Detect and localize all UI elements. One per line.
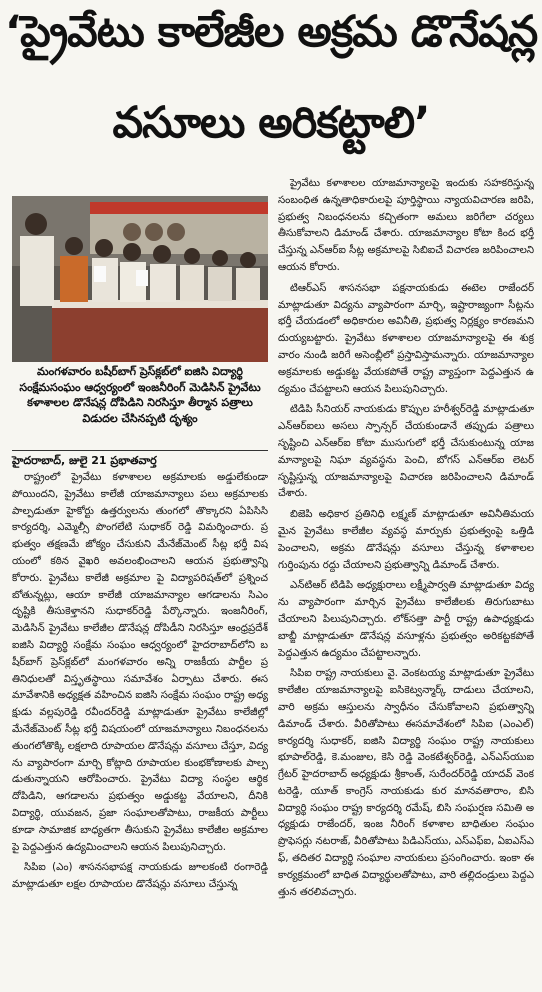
paragraph: ప్రైవేటు కళాశాలల యాజమాన్యాలపై ఇందుకు సహకరిస్తున్న సంబంధిత ఉన్నతాధికారులపై పూర్తిస్థాయి న్యాయవిచారణ జరిపి, ప్రభుత్వ నిబంధనలను కచ్చితంగా అమలు జరిగేలా చర్యలు తీసుకోవాలని డిమాండ్ చేశారు. యాజమాన్యాల కోటా కింద భర్తీ చేస్తున్న ఎన్ఆర్ఐ సీట్ల అక్రమాలపై సిబిఐచే విచారణ జరిపించాలని ఆయన కోరారు.: [278, 178, 534, 273]
paragraph: సిపిఐ రాష్ట్ర నాయకులు వై. వెంకటయ్య మాట్లాడుతూ ప్రైవేటు కాలేజీల యాజమాన్యాలపై ఐసికెట్వన్మార్క్ దాడులు చేయాలని, వారి అక్రమ ఆస్తులను స్వాధీనం చేసుకోవాలని ప్రభుత్వాన్ని డిమాండ్ చేశారు. వీరితోపాటు ఈసమావేశంలో సిపిఐ (ఎంఎల్) కార్యదర్శి సుధాకర్, ఐజిసి విద్యార్థి సంఘం రాష్ట్ర నాయకులు భూపాల్‌రెడ్డి, కె.మంజుల, కెసి రెడ్డి వెంకటేశ్వర్‌రెడ్డి, ఎన్ఎస్‌యుఐ గ్రేటర్ హైదరాబాద్ అధ్యక్షుడు శ్రీకాంత్, సురేందర్‌రెడ్డి యాదవ్ వెంకటరెడ్డి, యూత్ కాంగ్రెస్ నాయకుడు కుర మానవతారాం, బిసి విద్యార్థి సంఘం రాష్ట్ర కార్యదర్శి రమేష్, బిసి సంఘర్షణ సమితి అధ్యక్షుడు రాజేందర్, ఇంజ నీరింగ్ కళాశాల బాధితుల సంఘం ప్రొఫెసర్లు నటరాజ్, వీరితోపాటు పిడిఎస్‌యు, ఎస్ఎఫ్ఐ, ఏఐఎస్ఎఫ్, తదితర విద్యార్థి సంఘాల నాయకులు ప్రసంగించారు. ఇంకా ఈకార్యక్రమంలో బాధిత విద్యార్థులతోపాటు, వారి తల్లిదండ్రులు పెద్దఎత్తున తరలివచ్చారు.: [278, 668, 534, 898]
paragraph: బిజెపి అధికార ప్రతినిధి లక్ష్మణ్ మాట్లాడుతూ అవినీతిమయమైన ప్రైవేటు కాలేజీల వ్యవస్థ మార్పుకు ప్రభుత్వంపై ఒత్తిడి పెంచాలని, అక్రమ డొనేషన్లు వసూలు చేస్తున్న కళాశాలల గుర్తింపును రద్దు చేయాలని ప్రభుత్వాన్ని డిమాండ్ చేశారు.: [278, 509, 534, 571]
headline-line-1: ‘ప్రైవేటు కాలేజీల అక్రమ డొనేషన్ల: [4, 7, 538, 57]
photo-caption: మంగళవారం బషీర్‌బాగ్ ప్రెస్‌క్లబ్‌లో ఐజిసి విద్యార్థి సంక్షేమసంఘం ఆధ్వర్యంలో ఇంజనీరింగ్ మెడిసిన్ ప్రైవేటు కళాశాలల డొనేషన్ల దోపిడిని నిరసిస్తూ తీర్మాన పత్రాలు విడుదల చేసినప్పటి దృశ్యం: [19, 365, 261, 425]
paragraph: సిపిఐ (ఎం) శాసనసభాపక్ష నాయకుడు జూలకంటి రంగారెడ్డి మాట్లాడుతూ లక్షల రూపాయల డొనేషన్లు వసూలు చేస్తున్న: [12, 862, 268, 891]
press-meet-photo: [12, 196, 268, 362]
dateline: హైదరాబాద్, జులై 21 ప్రభాతవార్త: [12, 450, 268, 469]
article-column-right: [278, 176, 534, 990]
paragraph: రాష్ట్రంలో ప్రైవేటు కళాశాలల అక్రమాలకు అడ్డులేకుండా పోయిందని, ప్రైవేటు కాలేజీ యాజమాన్యాలు పలు అక్రమాలకు పాల్పడుతూ హైకోర్టు ఉత్తర్వులను తుంగలో తొక్కారని ఏపిసిసి కార్యదర్శి, ఎమ్మెల్సీ పొంగలేటి సుధాకర్ రెడ్డి విమర్శించారు. ప్రభుత్వం తక్షణమే జోక్యం చేసుకుని మేనేజ్‌మెంట్ సీట్ల భర్తీ విషయంలో కఠిన వైఖరి అవలంభించాలని ఆయన ప్రభుత్వాన్ని కోరారు. ప్రైవేటు కాలేజీ అక్రమాల పై విద్యాపరిషత్‌లో ప్రశ్నించబోతున్నట్లు, ఆయా కాలేజీ యాజమాన్యాల ఆగడాలను సిఎం దృష్టికి తీసుకెళ్తానని సుధాకర్‌రెడ్డి పేర్కొన్నారు. ఇంజనీరింగ్, మెడిసిన్ ప్రైవేటు కాలేజీల డొనేషన్ల దోపిడీని నిరసిస్తూ ఆంధ్రప్రదేశ్ ఐజిసి విద్యార్థి సంక్షేమ సంఘం ఆధ్వర్యంలో హైదరాబాద్‌లోని బషీర్‌బాగ్ ప్రెస్‌క్లబ్‌లో మంగళవారం అన్ని రాజకీయ పార్టీల ప్రతినిధులతో విస్తృతస్థాయి సమావేశం ఏర్పాటు చేశారు. ఈసమావేశానికి అధ్యక్షత వహించిన ఐజిసి సంక్షేమ సంఘం రాష్ట్ర అధ్యక్షుడు వల్లపురెడ్డి రవీందర్‌రెడ్డి మాట్లాడుతూ ప్రైవేటు కాలేజీల్లో మేనేజ్‌మెంట్ సీట్ల భర్తీ విషయంలో యాజమాన్యాలు నిబంధనలను తుంగలోతొక్కి లక్షలాది రూపాయల డొనేషన్లు వసూలు చేస్తూ, విద్యను వ్యాపారంగా మార్చి కోట్లాది రూపాయల కుంభకోణాలకు పాల్పడుతున్నాయని ఆరోపించారు. ప్రైవేటు విద్యా సంస్థల ఆర్థిక దోపిడిని, ఆగడాలను ప్రభుత్వం అడ్డుకట్ట వేయాలని, దీనికి విద్యార్థి, యువజన, ప్రజా సంఘాలతోపాటు, రాజకీయ పార్టీలు కూడా సామాజిక బాధ్యతగా తీసుకుని ప్రైవేటు కాలేజీల అక్రమాలపై పెద్దఎత్తున ఉద్యమించాలని ఆయన పిలుపునిచ్చారు.: [12, 472, 268, 853]
paragraph: ఎన్‌టిఆర్ టిడిపి అధ్యక్షురాలు లక్ష్మీపార్వతి మాట్లాడుతూ విద్యను వ్యాపారంగా మార్చిన ప్రైవేటు కాలేజీలకు తిరుగుబాటు చేయాలని పిలుపునిచ్చారు. లోక్‌సత్తా పార్టీ రాష్ట్ర ఉపాధ్యక్షుడు బాబ్జీ మాట్లాడుతూ డొనేషన్ల వసూళ్లను ప్రభుత్వం అరికట్టకపోతే పెద్దఎత్తున ఉద్యమం చేపట్టాలన్నారు.: [278, 580, 534, 659]
paragraph: టిఆర్ఎస్ శాసనసభా పక్షనాయకుడు ఈటెల రాజేందర్ మాట్లాడుతూ విద్యను వ్యాపారంగా మార్చి, ఇష్టారాజ్యంగా సీట్లను భర్తీ చేయడంలో అధికారుల అవినీతి, ప్రభుత్వ నిర్లక్ష్యం కారణమని దుయ్యబట్టారు. ప్రైవేటు కళాశాలల యాజమాన్యాలపై ఈ శుక్రవారం నుండి జరిగే అసెంబ్లీలో ప్రస్తావిస్తామన్నారు. యాజమాన్యాల అక్రమాలకు అడ్డుకట్ట వేయకపోతే రాష్ట్ర వ్యాప్తంగా పెద్దఎత్తున ఉద్యమం చేపట్టాలని ఆయన పిలుపునిచ్చారు.: [278, 282, 534, 395]
press-meet-photo-graphic: [12, 196, 268, 362]
headline-line-2: వసూలు అరికట్టాలి’: [112, 98, 430, 148]
paragraph: టిడిపి సీనియర్ నాయకుడు కొప్పుల హరీశ్వర్‌రెడ్డి మాట్లాడుతూ ఎన్ఆర్ఐలు అసలు స్పాన్సర్ చేయకుండానే తప్పుడు పత్రాలు సృష్టించి ఎన్ఆర్ఐ కోటా ముసుగులో భర్తీ చేసుకుంటున్న యాజమాన్యాలపై నిఘా వ్యవస్థను పెంచి, బోగస్ ఎన్ఆర్ఐ లెటర్ సృష్టిస్తున్న యాజమాన్యాలపై విచారణ జరిపించాలని డిమాండ్ చేశారు.: [278, 404, 534, 500]
article-column-left: [12, 470, 268, 990]
